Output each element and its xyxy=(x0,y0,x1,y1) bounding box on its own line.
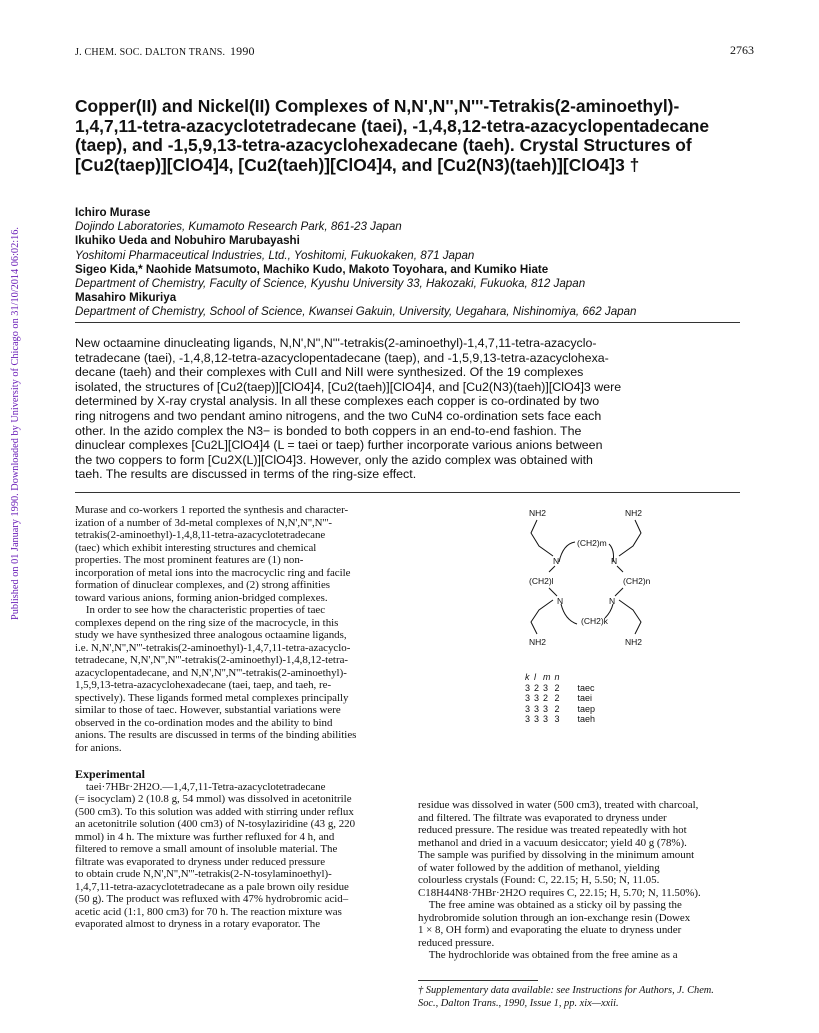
arm-bottom-right xyxy=(619,600,641,634)
table-header-cell xyxy=(564,672,600,683)
body-line: and filtered. The filtrate was evaporated to dryness under xyxy=(418,811,667,824)
ring-left-bottom xyxy=(549,588,557,596)
table-header-cell: m xyxy=(543,672,551,682)
table-cell: 2 xyxy=(543,693,549,704)
table-cell: 3 xyxy=(525,682,531,693)
right-column xyxy=(418,799,748,962)
body-line: study we have synthesized three analogous octaamine ligands, xyxy=(75,629,347,641)
abstract-line: tetradecane (taei), -1,4,8,12-tetra-azacyclopentadecane (taep), and -1,5,9,13-tetra-azacyclohexa- xyxy=(75,350,609,365)
table-cell: taep xyxy=(577,703,596,714)
ligand-index-table xyxy=(525,672,599,725)
body-line: anions. The results are discussed in terms of the binding abilities xyxy=(75,729,357,741)
body-line: (= isocyclam) 2 (10.8 g, 54 mmol) was dissolved in acetonitrile xyxy=(75,793,352,805)
table-cell: 3 xyxy=(534,693,540,704)
body-line: i.e. N,N',N'',N'''-tetrakis(2-aminoethyl)-1,4,7,11-tetra-azacyclo- xyxy=(75,641,351,654)
table-header-cell: k xyxy=(525,672,530,682)
body-line: an acetonitrile solution (400 cm3) of N-tosylaziridine (43 g, 220 xyxy=(75,818,356,830)
table-cell: taei xyxy=(577,693,593,704)
download-watermark xyxy=(0,0,20,1033)
table-cell: taec xyxy=(577,682,595,693)
label-nh2-bottom-left: NH2 xyxy=(529,637,547,647)
body-line: tetrakis(2-aminoethyl)-1,4,8,11-tetra-azacyclotetradecane xyxy=(75,529,326,541)
body-line: C18H44N8·7HBr·2H2O requires C, 22.15; H, 5.70; N, 11.50%). xyxy=(418,886,701,899)
table-cell: 3 xyxy=(525,693,531,704)
title-line: 1,4,7,11-tetra-azacyclotetradecane (taei), -1,4,8,12-tetra-azacyclopentadecane xyxy=(75,115,710,136)
table-cell: 2 xyxy=(534,682,540,693)
title-line: [Cu2(taep)][ClO4]4, [Cu2(taeh)][ClO4]4, and [Cu2(N3)(taeh)][ClO4]3 † xyxy=(75,154,640,175)
body-line: (500 cm3). To this solution was added with stirring under reflux xyxy=(75,805,354,818)
table-header-cell: n xyxy=(554,672,560,682)
page-number: 2763 xyxy=(730,43,754,57)
table-cell: 3 xyxy=(534,714,540,725)
body-line: for anions. xyxy=(75,741,122,754)
body-line: toward various anions, forming anion-bridged complexes. xyxy=(75,591,328,604)
abstract-line: isolated, the structures of [Cu2(taep)][ClO4]4, [Cu2(taeh)][ClO4]4, and [Cu2(N3)(taeh)][ClO4]3 were xyxy=(75,379,622,394)
body-line: azacyclopentadecane, and N,N',N'',N'''-tetrakis(2-aminoethyl)- xyxy=(75,666,347,679)
table-cell: 2 xyxy=(554,703,560,714)
left-column xyxy=(75,504,405,931)
arm-top-right xyxy=(619,520,641,556)
body-line: to obtain crude N,N',N'',N'''-tetrakis(2-N-tosylaminoethyl)- xyxy=(75,868,332,880)
body-line: (taec) which exhibit interesting structures and chemical xyxy=(75,541,317,554)
running-head xyxy=(75,44,255,59)
body-line: observed in the co-ordination modes and the ability to bind xyxy=(75,716,333,729)
body-line: properties. The most prominent features are (1) non- xyxy=(75,554,304,566)
table-row xyxy=(525,714,599,725)
abstract-bottom-rule xyxy=(75,492,740,493)
abstract-line: other. In the azido complex the N3− is bonded to both coppers in an end-to-end fashion. The xyxy=(75,423,582,438)
table-row xyxy=(525,704,599,715)
ring-right-top xyxy=(617,566,623,572)
arm-bottom-left xyxy=(531,600,553,634)
table-cell: 3 xyxy=(525,703,531,714)
footnote-line: † Supplementary data available: see Instructions for Authors, J. Chem. xyxy=(418,985,714,996)
body-line: filtrate was evaporated to dryness under reduced pressure xyxy=(75,855,326,868)
body-line: filtered to remove a small amount of insoluble material. The xyxy=(75,843,338,855)
arm-top-left xyxy=(531,520,553,556)
body-line: colourless crystals (Found: C, 22.15; H, 5.50; N, 11.05. xyxy=(418,874,660,886)
body-line: (50 g). The product was refluxed with 47% hydrobromic acid– xyxy=(75,893,349,905)
author-affiliation: Department of Chemistry, Faculty of Science, Kyushu University 33, Hakozaki, Fukuoka, 812 Japan xyxy=(75,277,586,291)
label-n-top-right: N xyxy=(611,556,618,566)
abstract-top-rule xyxy=(75,322,740,323)
label-nh2-bottom-right: NH2 xyxy=(625,637,643,647)
table-cell: 3 xyxy=(534,703,540,714)
table-row xyxy=(525,683,599,694)
label-nh2-top-left: NH2 xyxy=(529,508,547,518)
table-cell: 3 xyxy=(525,714,531,725)
body-line: of water followed by the addition of methanol, yielding xyxy=(418,861,660,874)
body-line: residue was dissolved in water (500 cm3), treated with charcoal, xyxy=(418,799,699,811)
ring-left-top xyxy=(549,566,555,572)
author-names: Ikuhiko Ueda and Nobuhiro Marubayashi xyxy=(75,234,300,248)
body-line: complexes depend on the ring size of the macrocycle, in this xyxy=(75,616,339,629)
body-line: ization of a number of 3d-metal complexes of N,N',N'',N'''- xyxy=(75,516,333,529)
abstract-line: decane (taeh) and their complexes with CuII and NiII were synthesized. Of the 19 complexes xyxy=(75,365,584,380)
body-line: 1,5,9,13-tetra-azacyclohexadecane (taei, taep, and taeh, re- xyxy=(75,679,332,691)
body-line: In order to see how the characteristic properties of taec xyxy=(75,604,326,616)
abstract-line: New octaamine dinucleating ligands, N,N',N'',N'''-tetrakis(2-aminoethyl)-1,4,7,11-tetra-azacyclo- xyxy=(75,336,597,350)
journal-year: 1990 xyxy=(229,44,255,58)
download-note-text: Published on 01 January 1990. Downloaded by University of Chicago on 31/10/2014 06:02:16. xyxy=(10,227,21,620)
label-ch2-n: (CH2)n xyxy=(623,576,651,586)
footnote-rule xyxy=(418,980,538,981)
body-line: The free amine was obtained as a sticky oil by passing the xyxy=(418,899,682,911)
ring-top-left xyxy=(559,542,575,562)
label-n-bottom-left: N xyxy=(557,596,564,606)
label-n-top-left: N xyxy=(553,556,560,566)
section-heading-experimental: Experimental xyxy=(75,767,145,781)
footnote xyxy=(418,980,748,1010)
table-row xyxy=(525,693,599,704)
body-line: hydrobromide solution through an ion-exchange resin (Dowex xyxy=(418,911,691,924)
table-cell: 2 xyxy=(554,682,560,693)
title-line: (taep), and -1,5,9,13-tetra-azacyclohexadecane (taeh). Crystal Structures of xyxy=(75,135,692,155)
body-line: reduced pressure. The residue was treated repeatedly with hot xyxy=(418,824,687,836)
label-n-bottom-right: N xyxy=(609,596,616,606)
body-line: acetic acid (1:1, 800 cm3) for 70 h. The reaction mixture was xyxy=(75,905,342,918)
author-names: Masahiro Mikuriya xyxy=(75,291,177,305)
abstract-line: determined by X-ray crystal analysis. In all these complexes each copper is co-ordinated by two xyxy=(75,394,600,409)
article-title xyxy=(75,97,755,175)
body-line: The hydrochloride was obtained from the free amine as a xyxy=(418,949,678,961)
table-cell: 3 xyxy=(554,714,560,725)
body-line: spectively). These ligands formed metal complexes principally xyxy=(75,691,349,704)
table-cell: taeh xyxy=(577,714,596,725)
table-header-row xyxy=(525,672,599,683)
abstract-line: taeh. The results are discussed in terms of the ring-size effect. xyxy=(75,467,417,482)
abstract-line: the two coppers to form [Cu2X(L)][ClO4]3. However, only the azido complex was obtained with xyxy=(75,452,593,467)
title-line: Copper(II) and Nickel(II) Complexes of N,N',N'',N'''-Tetrakis(2-aminoethyl)- xyxy=(75,96,680,116)
ligand-structure-diagram xyxy=(525,500,725,665)
author-affiliation: Dojindo Laboratories, Kumamoto Research Park, 861-23 Japan xyxy=(75,220,402,234)
body-line: 1 × 8, OH form) and evaporating the eluate to dryness under xyxy=(418,924,682,936)
label-nh2-top-right: NH2 xyxy=(625,508,643,518)
author-names: Sigeo Kida,* Naohide Matsumoto, Machiko Kudo, Makoto Toyohara, and Kumiko Hiate xyxy=(75,262,549,276)
body-line: The sample was purified by dissolving in the minimum amount xyxy=(418,849,695,861)
label-ch2-k: (CH2)k xyxy=(581,616,608,626)
body-line: evaporated almost to dryness in a rotary evaporator. The xyxy=(75,918,321,930)
body-line: Murase and co-workers 1 reported the synthesis and character- xyxy=(75,504,349,516)
body-line: incorporation of metal ions into the macrocyclic ring and facile xyxy=(75,566,351,579)
abstract xyxy=(75,336,745,482)
journal-name: J. CHEM. SOC. DALTON TRANS. xyxy=(75,47,226,58)
table-cell: 3 xyxy=(543,682,549,693)
ring-bottom-left xyxy=(561,604,577,624)
abstract-line: ring nitrogens and two pendant amino nitrogens, and the two CuN4 co-ordination sets face each xyxy=(75,408,602,423)
body-line: formation of dinuclear complexes, and (2) strong affinities xyxy=(75,579,331,591)
table-cell: 2 xyxy=(554,693,560,704)
label-ch2-m: (CH2)m xyxy=(577,538,607,548)
table-header-cell: l xyxy=(534,672,537,682)
body-line: 1,4,7,11-tetra-azacyclotetradecane as a pale brown oily residue xyxy=(75,880,349,893)
table-cell: 3 xyxy=(543,703,549,714)
body-line: taei·7HBr·2H2O.—1,4,7,11-Tetra-azacyclotetradecane xyxy=(75,780,326,793)
body-line: methanol and dried in a vacuum desiccator; yield 40 g (78%). xyxy=(418,836,687,849)
author-block xyxy=(75,206,755,320)
body-line: mmol) in 4 h. The mixture was further refluxed for 4 h, and xyxy=(75,830,335,843)
abstract-line: dinuclear complexes [Cu2L][ClO4]4 (L = taei or taep) further incorporate various anions between xyxy=(75,438,603,453)
body-line: reduced pressure. xyxy=(418,936,495,949)
footnote-line: Soc., Dalton Trans., 1990, Issue 1, pp. xix—xxii. xyxy=(418,997,619,1009)
body-line: similar to those of taec. However, substantial variations were xyxy=(75,704,341,716)
table-cell: 3 xyxy=(543,714,549,725)
author-names: Ichiro Murase xyxy=(75,206,151,219)
author-affiliation: Yoshitomi Pharmaceutical Industries, Ltd., Yoshitomi, Fukuokaken, 871 Japan xyxy=(75,248,475,262)
body-line: tetradecane, N,N',N'',N'''-tetrakis(2-aminoethyl)-1,4,8,12-tetra- xyxy=(75,654,349,666)
author-affiliation: Department of Chemistry, School of Science, Kwansei Gakuin, University, Uegahara, Nishinomiya, 662 Japan xyxy=(75,305,637,319)
label-ch2-l: (CH2)l xyxy=(529,576,554,586)
ring-right-bottom xyxy=(615,588,623,596)
